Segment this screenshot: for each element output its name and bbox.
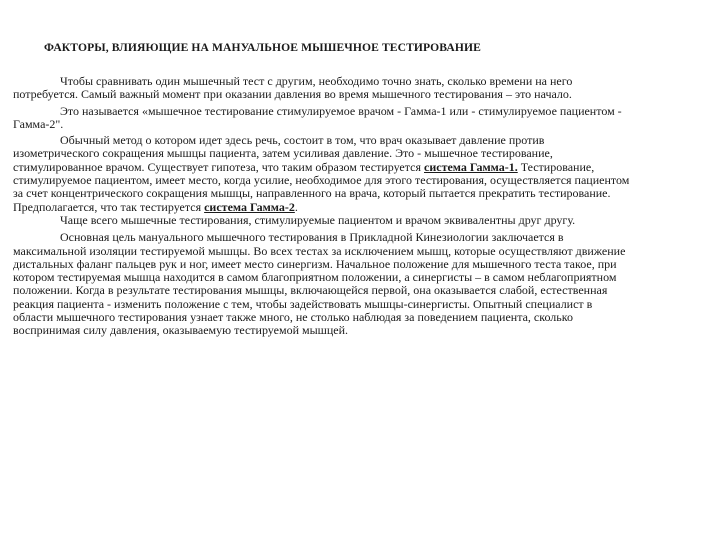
paragraph-4: Чаще всего мышечные тестирования, стимулируемые пациентом и врачом эквивалентны друг другу.: [60, 212, 576, 227]
document-title: ФАКТОРЫ, ВЛИЯЮЩИЕ НА МАНУАЛЬНОЕ МЫШЕЧНОЕ ТЕСТИРОВАНИЕ: [44, 41, 481, 54]
paragraph-5: Основная цель мануального мышечного тестирования в Прикладной Кинезиологии заключается в максимальной изоляции тестируемой мышцы. Во всех тестах за исключением мышц, которые осуществляют движение дистальных фаланг пальцев рук и ног, имеет место синергизм. Начальное положение для мышечного теста такое, при котором тестируемая мышца находится в самом благоприятном положении, а синергисты – в самом неблагоприятном положении. Когда в результате тестирования мышцы, включающейся первой, она оказывается слабой, естественная реакция пациента - изменить положение с тем, чтобы задействовать мышцы-синергисты. Опытный специалист в области мышечного тестирования узнает также много, не столько наблюдая за поведением пациента, сколько воспринимая силу давления, оказываемую тестируемой мышцей.: [13, 230, 626, 338]
term-gamma-1: система Гамма-1.: [424, 159, 518, 174]
paragraph-3: [13, 134, 631, 214]
paragraph-3-text-c: .: [294, 199, 298, 214]
document-body: [13, 75, 631, 338]
term-gamma-2: система Гамма-2: [204, 199, 295, 214]
paragraph-3-text-a: Обычный метод о котором идет здесь речь, состоит в том, что врач оказывает давление против изометрического сокращения мышцы пациента, затем усиливая давление. Это - мышечное тестирование, стимулированное врачом. Существует гипотеза, что таким образом тестируется: [13, 133, 553, 174]
paragraph-3-text-b: Тестирование, стимулируемое пациентом, имеет место, когда усилие, необходимое для этого тестирования, осуществляется пациентом за счет концентрического сокращения мышцы, направленного на врача, который пытается прекратить тестирование. Предполагается, что так тестируется: [13, 159, 630, 214]
paragraph-1: Чтобы сравнивать один мышечный тест с другим, необходимо точно знать, сколько времени на него потребуется. Самый важный момент при оказании давления во время мышечного тестирования – это начало.: [13, 74, 573, 102]
paragraph-2: Это называется «мышечное тестирование стимулируемое врачом - Гамма-1 или - стимулируемое пациентом - Гамма-2".: [13, 103, 622, 131]
